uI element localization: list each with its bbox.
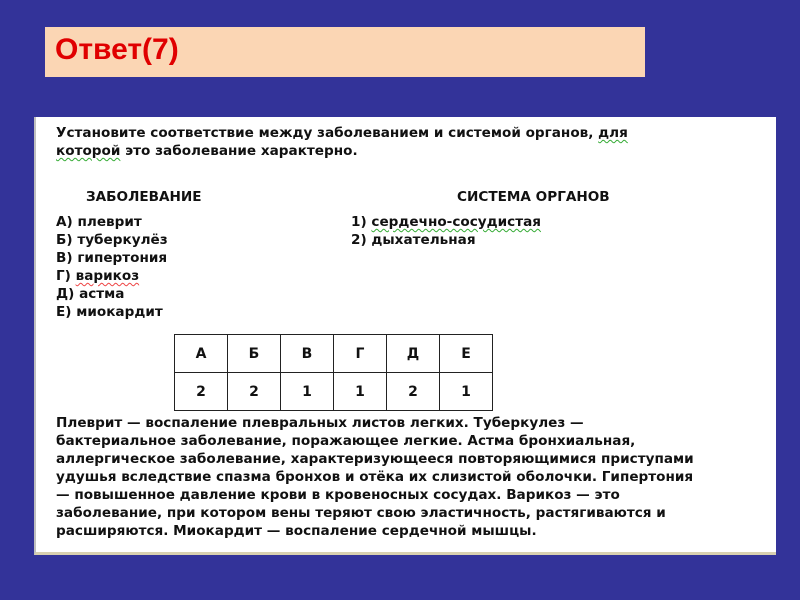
answer-letter-cell: Б: [228, 335, 281, 373]
explanation-line: бактериальное заболевание, поражающее легкие. Астма бронхиальная,: [56, 433, 636, 449]
disease-letter: Д): [56, 286, 80, 302]
disease-name: астма: [79, 286, 125, 302]
task-line2: это заболевание характерно.: [120, 143, 358, 159]
answer-value-cell: 2: [387, 373, 440, 411]
disease-item: [56, 213, 168, 231]
answer-value-cell: 1: [440, 373, 493, 411]
answer-values-row: [175, 373, 493, 411]
explanation-line: расширяются. Миокардит — воспаление сердечной мышцы.: [56, 523, 537, 539]
title-box: [45, 27, 645, 77]
answer-letter-cell: В: [281, 335, 334, 373]
system-item: [351, 231, 541, 249]
task-line1-underlined: для: [598, 125, 628, 141]
system-number: 2): [351, 232, 372, 248]
disease-letter: Г): [56, 268, 76, 284]
answer-letter-cell: А: [175, 335, 228, 373]
answer-letter-cell: Е: [440, 335, 493, 373]
task-line2-underlined: которой: [56, 143, 121, 159]
task-line1: Установите соответствие между заболеванием и системой органов,: [56, 125, 599, 141]
diseases-header: ЗАБОЛЕВАНИЕ: [86, 189, 202, 205]
systems-header: СИСТЕМА ОРГАНОВ: [457, 189, 610, 205]
explanation-line: аллергическое заболевание, характеризующееся повторяющимися приступами: [56, 451, 694, 467]
disease-name: варикоз: [75, 268, 140, 284]
document-image: [34, 117, 776, 555]
disease-item: [56, 231, 168, 249]
disease-item: [56, 267, 168, 285]
slide-title: Ответ(7): [55, 33, 179, 66]
explanation-line: удушья вследствие спазма бронхов и отёка их слизистой оболочки. Гипертония: [56, 469, 694, 485]
disease-name: миокардит: [76, 304, 163, 320]
answer-letter-cell: Г: [334, 335, 387, 373]
disease-item: [56, 303, 168, 321]
disease-item: [56, 249, 168, 267]
system-name: сердечно-сосудистая: [371, 214, 541, 230]
explanation-line: Плеврит — воспаление плевральных листов легких. Туберкулез —: [56, 415, 584, 431]
task-text: [56, 124, 628, 160]
answer-table: [174, 334, 493, 411]
diseases-list: [56, 213, 168, 321]
explanation-line: заболевание, при котором вены теряют свою эластичность, растягиваются и: [56, 505, 666, 521]
answer-value-cell: 1: [334, 373, 387, 411]
answer-letter-cell: Д: [387, 335, 440, 373]
system-item: [351, 213, 541, 231]
systems-list: [351, 213, 541, 249]
disease-name: туберкулёз: [77, 232, 168, 248]
system-number: 1): [351, 214, 372, 230]
disease-letter: Е): [56, 304, 77, 320]
disease-letter: А): [56, 214, 78, 230]
explanation-line: — повышенное давление крови в кровеносных сосудах. Варикоз — это: [56, 487, 620, 503]
disease-letter: Б): [56, 232, 78, 248]
system-name: дыхательная: [371, 232, 476, 248]
explanation-text: [56, 414, 694, 540]
disease-item: [56, 285, 168, 303]
disease-name: гипертония: [77, 250, 168, 266]
answer-value-cell: 2: [175, 373, 228, 411]
answer-value-cell: 1: [281, 373, 334, 411]
answer-letters-row: [175, 335, 493, 373]
disease-letter: В): [56, 250, 78, 266]
disease-name: плеврит: [77, 214, 142, 230]
answer-value-cell: 2: [228, 373, 281, 411]
